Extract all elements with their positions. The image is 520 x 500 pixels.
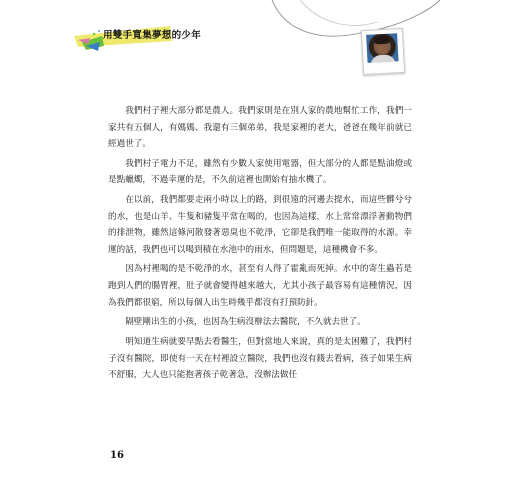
paragraph: 隔壁剛出生的小孩，也因為生病沒辦法去醫院，不久就去世了。 [125, 317, 366, 328]
paragraph: 在以前，我們都要走兩小時以上的路，到很遠的河邊去提水，而這些髒兮兮的水，也是山羊、牛隻和豬隻平常在喝的，也因為這樣，水上常常漂浮著動物們的排泄物，雖然這條河散發著惡臭也不乾淨，它卻是我們唯一能取得的水源。幸運的話，我們也可以喝到積在水池中的雨水，但問題是，這種機會不多。 [108, 195, 412, 255]
sparkle-dot [93, 33, 95, 35]
paragraph: 我們村子裡大部分都是農人。我們家則是在別人家的農地幫忙工作，我們一家共有五個人，有媽媽、我還有三個弟弟，我是家裡的老大，爸爸在幾年前就已經過世了。 [108, 106, 412, 150]
photo-image [366, 33, 398, 63]
body-text [108, 103, 412, 387]
hanging-string-inner [300, 0, 378, 25]
sparkle-dot [98, 30, 100, 32]
paragraph: 我們村子電力不足，雖然有少數人家使用電器，但大部分的人都是點油燈或是點蠟燭，不過幸運的是，不久前這裡也開始有抽水機了。 [108, 158, 412, 186]
page-number: 16 [110, 450, 124, 461]
paragraph: 明知道生病就要早點去看醫生，但對當地人來說，真的是太困難了，我們村子沒有醫院，即使有一天在村裡設立醫院，我們也沒有錢去看病，孩子如果生病不舒服，大人也只能抱著孩子乾著急，沒辦法做任 [108, 337, 412, 381]
chapter-header-title: 用雙手寬集夢想的少年 [103, 30, 202, 41]
hanging-string-right [376, 0, 440, 30]
paragraph: 因為村裡喝的是不乾淨的水，甚至有人得了霍亂而死掉。水中的寄生蟲若是跑到人們的腸胃裡，肚子就會變得越來越大，尤其小孩子最容易有這種情況，因為我們都很窮，所以每個人出生時幾乎都沒有打預防針。 [108, 264, 412, 308]
photo-hair-shape [374, 36, 389, 45]
photo-shirt-shape [370, 54, 395, 62]
hanging-photo [361, 28, 405, 75]
header-decoration [0, 0, 520, 110]
